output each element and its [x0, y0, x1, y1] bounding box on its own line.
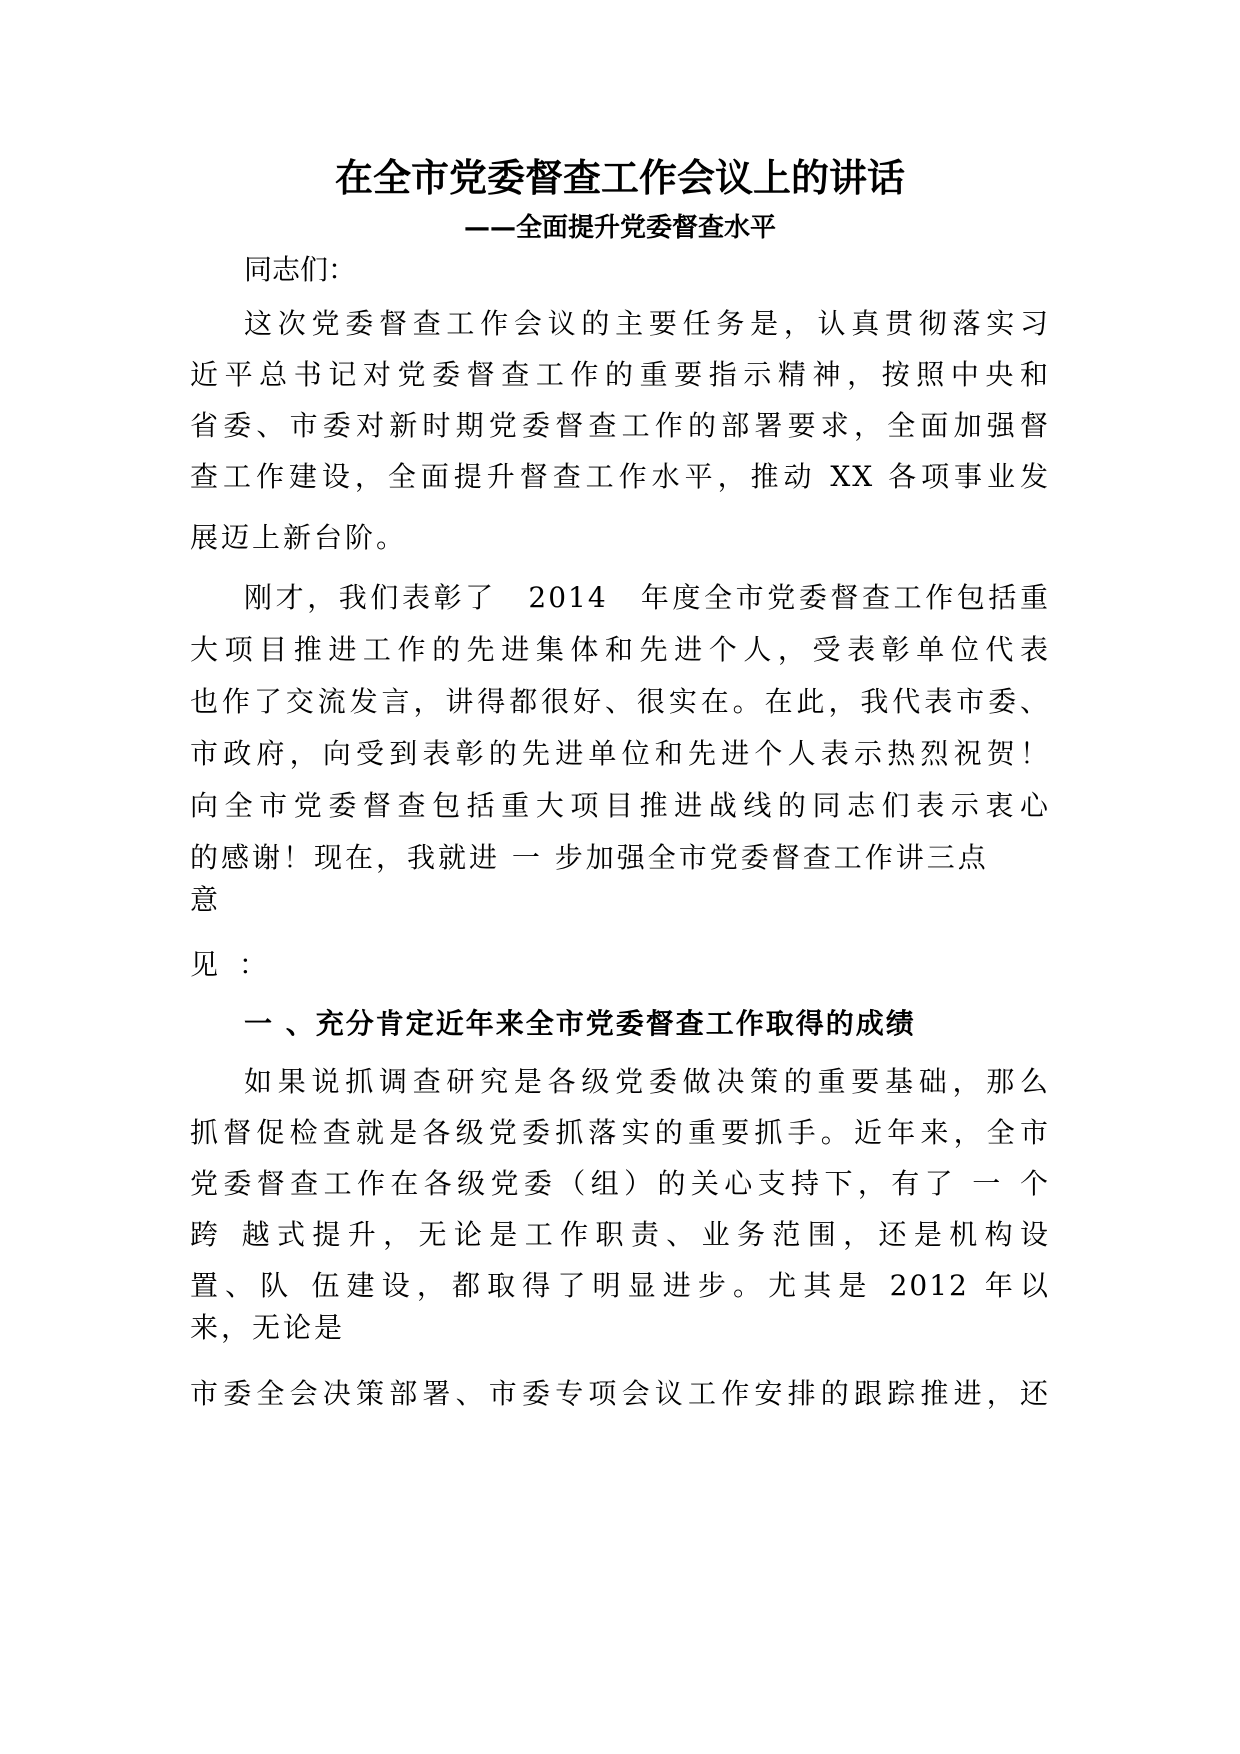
paragraph-3-line: 如果说抓调查研究是各级党委做决策的重要基础，那么 [244, 1065, 1050, 1098]
greeting: 同志们： [244, 253, 357, 286]
paragraph-2-line: 意 [190, 883, 219, 916]
paragraph-3-line: 跨 越式提升，无论是工作职责、业务范围，还是机构设 [190, 1218, 1050, 1251]
paragraph-2-line: 刚才，我们表彰了 2014 年度全市党委督查工作包括重 [244, 581, 1050, 614]
document-subtitle: ——全面提升党委督查水平 [463, 213, 776, 243]
paragraph-2-line: 市政府，向受到表彰的先进单位和先进个人表示热烈祝贺！ [190, 737, 1050, 770]
document-title: 在全市党委督查工作会议上的讲话 [334, 156, 905, 200]
paragraph-3-line: 抓督促检查就是各级党委抓落实的重要抓手。近年来，全市 [190, 1116, 1050, 1149]
paragraph-2-line: 见 ： [190, 948, 273, 981]
paragraph-3-line: 置、队 伍建设，都取得了明显进步。尤其是 2012 年以 [190, 1269, 1050, 1302]
paragraph-1-line: 省委、市委对新时期党委督查工作的部署要求，全面加强督 [190, 409, 1050, 442]
paragraph-1-line: 查工作建设，全面提升督查工作水平，推动 XX 各项事业发 [190, 460, 1050, 493]
paragraph-3-line: 党委督查工作在各级党委（组）的关心支持下，有了 一 个 [190, 1167, 1050, 1200]
paragraph-1-line: 这次党委督查工作会议的主要任务是，认真贯彻落实习 [244, 307, 1050, 340]
paragraph-2-line: 向全市党委督查包括重大项目推进战线的同志们表示衷心 [190, 789, 1050, 822]
paragraph-1-line: 展迈上新台阶。 [190, 521, 408, 554]
paragraph-2-line: 的感谢！现在，我就进 一 步加强全市党委督查工作讲三点 [190, 841, 989, 874]
paragraph-3-line: 来，无论是 [190, 1311, 346, 1344]
paragraph-1-line: 近平总书记对党委督查工作的重要指示精神，按照中央和 [190, 358, 1050, 391]
paragraph-4-line: 市委全会决策部署、市委专项会议工作安排的跟踪推进，还 [190, 1377, 1050, 1410]
paragraph-2-line: 也作了交流发言，讲得都很好、很实在。在此，我代表市委、 [190, 685, 1050, 718]
section-heading-1: 一 、充分肯定近年来全市党委督查工作取得的成绩 [244, 1007, 916, 1040]
paragraph-2-line: 大项目推进工作的先进集体和先进个人，受表彰单位代表 [190, 633, 1050, 666]
